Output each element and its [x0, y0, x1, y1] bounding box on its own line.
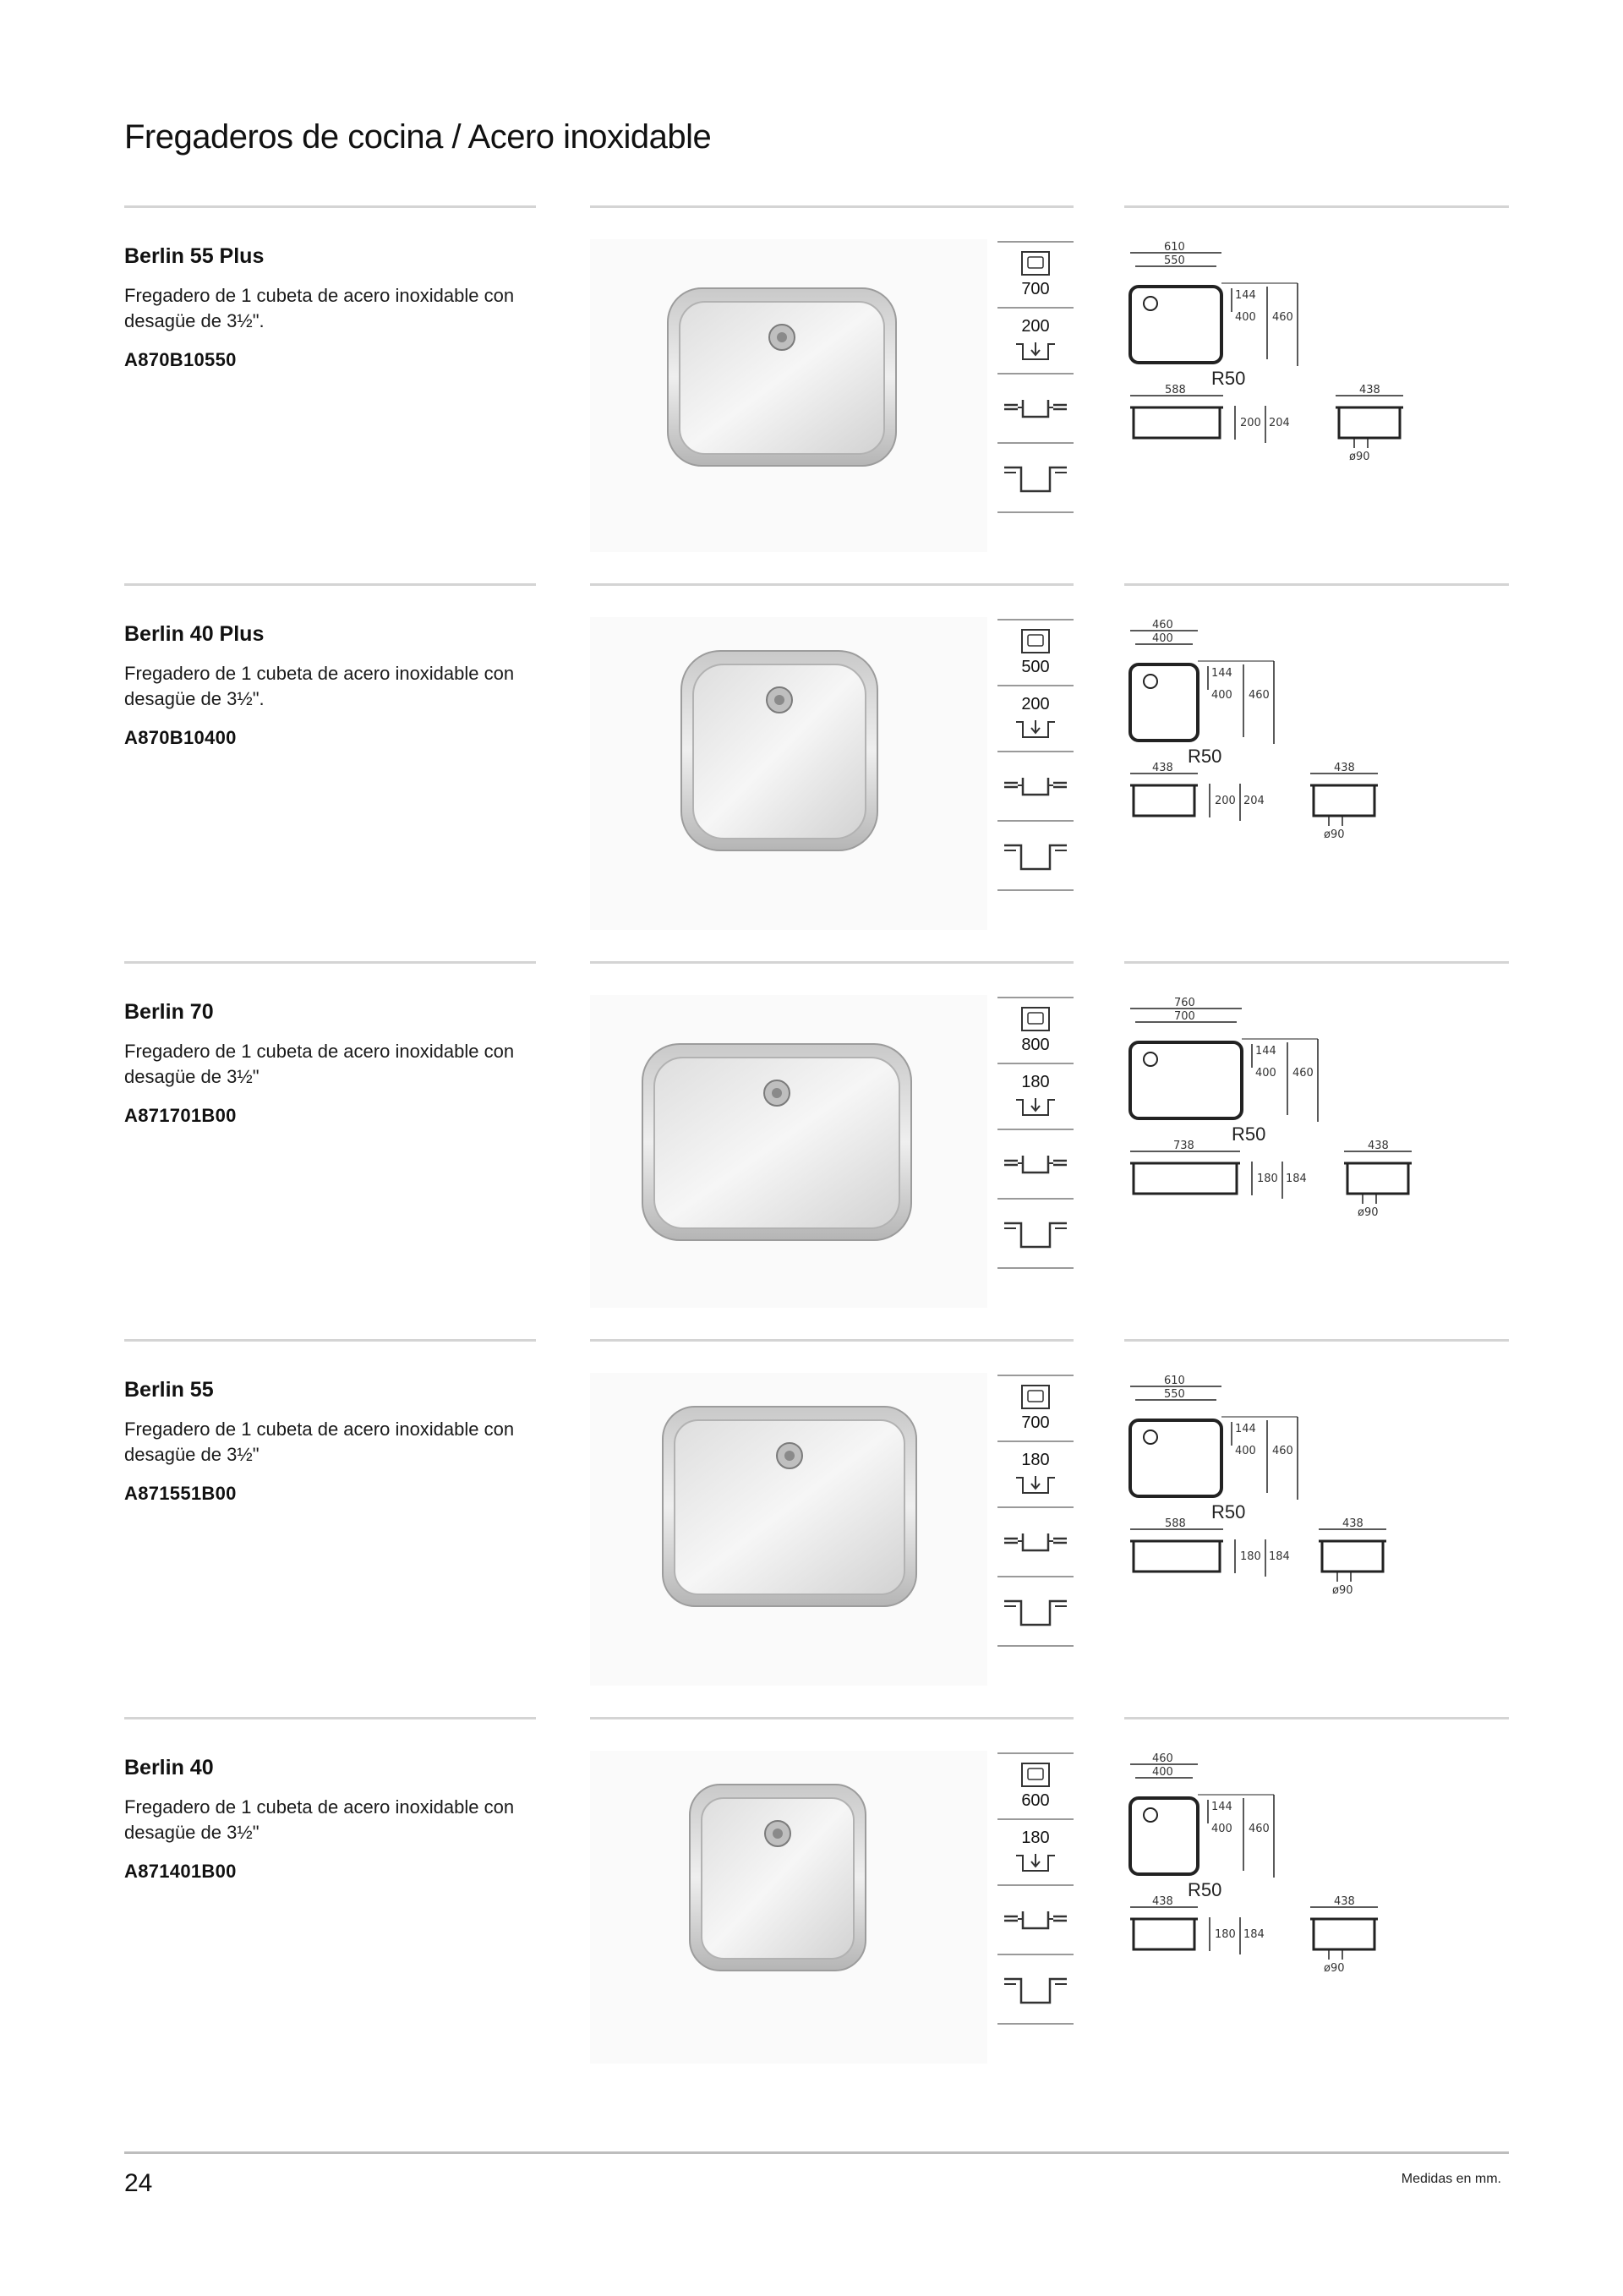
- section-divider: [1124, 205, 1509, 208]
- technical-drawing: [1120, 614, 1458, 867]
- bowl-depth-label: 180: [1021, 1073, 1050, 1091]
- bowl-depth-icon: [997, 715, 1074, 742]
- dim-total-depth: 184: [1243, 1928, 1265, 1941]
- undermount-icon: [997, 1525, 1074, 1559]
- icon-divider: [997, 2023, 1074, 2025]
- product-name: Berlin 55: [124, 1378, 214, 1402]
- end-view-outline: [1344, 1163, 1412, 1194]
- top-view-outline: [1130, 1798, 1198, 1874]
- top-view-outline: [1130, 1420, 1221, 1496]
- drain-center: [774, 695, 784, 705]
- product-name: Berlin 70: [124, 1000, 214, 1024]
- drain-hole-icon: [1144, 1052, 1157, 1066]
- dim-outer-width: 610: [1164, 241, 1185, 254]
- dim-total-depth: 184: [1286, 1173, 1307, 1185]
- dim-drain: ø90: [1324, 1962, 1345, 1975]
- dim-drain: ø90: [1332, 1584, 1353, 1597]
- inset-icon: [997, 1594, 1074, 1630]
- cabinet-width-label: 700: [1021, 280, 1050, 298]
- dim-drain: ø90: [1358, 1206, 1379, 1219]
- drain-center: [773, 1829, 783, 1839]
- dim-outer-width: 460: [1152, 619, 1173, 631]
- icon-divider: [997, 1818, 1074, 1820]
- dim-radius: R50: [1211, 368, 1246, 389]
- bowl-depth-icon: [997, 1093, 1074, 1120]
- product-name: Berlin 40 Plus: [124, 622, 265, 646]
- cabinet-width-label: 700: [1021, 1413, 1050, 1432]
- dim-outer-depth: 460: [1272, 1445, 1293, 1457]
- sink-photo: [590, 1373, 987, 1686]
- product-description: Fregadero de 1 cubeta de acero inoxidable con desagüe de 3½": [124, 1419, 515, 1465]
- cabinet-width-label: 600: [1021, 1791, 1050, 1810]
- drain-pipe: [1329, 1949, 1342, 1960]
- icon-divider: [997, 241, 1074, 243]
- section-divider: [590, 205, 1074, 208]
- dim-side-width: 588: [1165, 1517, 1186, 1530]
- icon-divider: [997, 1884, 1074, 1886]
- dim-inner-width: 550: [1164, 254, 1185, 267]
- section-divider: [590, 1717, 1074, 1719]
- cabinet-width-icon: [997, 627, 1074, 656]
- product-entry: [0, 583, 1623, 964]
- feature-icons: [997, 1373, 1074, 1686]
- dim-hole-offset: 144: [1255, 1045, 1276, 1058]
- sink-photo: [590, 617, 987, 930]
- inset-icon: [997, 839, 1074, 874]
- section-divider: [124, 961, 536, 964]
- dim-inner-width: 400: [1152, 1766, 1173, 1779]
- section-divider: [124, 205, 536, 208]
- icon-divider: [997, 1752, 1074, 1754]
- dim-inner-depth: 400: [1235, 311, 1256, 324]
- feature-icons: [997, 1751, 1074, 2064]
- end-view-outline: [1319, 1541, 1386, 1572]
- undermount-icon: [997, 1147, 1074, 1181]
- dim-end-width: 438: [1334, 1895, 1355, 1908]
- undermount-icon: [997, 769, 1074, 803]
- dim-drain: ø90: [1324, 828, 1345, 841]
- section-divider: [590, 583, 1074, 586]
- product-entry: [0, 1339, 1623, 1719]
- bowl-depth-icon: [997, 1471, 1074, 1498]
- product-entry: [0, 1717, 1623, 2097]
- dim-outer-depth: 460: [1272, 311, 1293, 324]
- section-divider: [1124, 1339, 1509, 1342]
- icon-divider: [997, 1198, 1074, 1200]
- product-code: A871551B00: [124, 1483, 237, 1504]
- dim-outer-width: 610: [1164, 1375, 1185, 1387]
- dim-radius: R50: [1188, 1879, 1222, 1900]
- bowl-depth-label: 180: [1021, 1829, 1050, 1847]
- icon-divider: [997, 442, 1074, 444]
- dim-side-width: 588: [1165, 384, 1186, 396]
- icon-divider: [997, 751, 1074, 752]
- undermount-icon: [997, 391, 1074, 425]
- dim-bowl-depth: 180: [1257, 1173, 1278, 1185]
- undermount-icon: [997, 1903, 1074, 1937]
- drain-hole-icon: [1144, 1808, 1157, 1822]
- product-name: Berlin 40: [124, 1756, 214, 1779]
- product-code: A871701B00: [124, 1105, 237, 1126]
- product-code: A870B10400: [124, 727, 237, 748]
- icon-divider: [997, 685, 1074, 686]
- bowl-depth-icon: [997, 1849, 1074, 1876]
- icon-divider: [997, 820, 1074, 822]
- cabinet-width-label: 500: [1021, 658, 1050, 676]
- side-view-outline: [1130, 1541, 1223, 1572]
- section-divider: [590, 961, 1074, 964]
- drain-pipe: [1329, 816, 1342, 826]
- dim-inner-depth: 400: [1255, 1067, 1276, 1080]
- technical-drawing: [1120, 992, 1458, 1245]
- product-name: Berlin 55 Plus: [124, 244, 265, 268]
- dim-radius: R50: [1232, 1123, 1266, 1145]
- bowl-depth-label: 180: [1021, 1451, 1050, 1469]
- section-divider: [124, 1717, 536, 1719]
- dim-end-width: 438: [1359, 384, 1380, 396]
- section-divider: [124, 1339, 536, 1342]
- dim-total-depth: 184: [1269, 1550, 1290, 1563]
- drain-pipe: [1354, 438, 1368, 448]
- icon-divider: [997, 1954, 1074, 1955]
- footer-divider: [124, 2151, 1509, 2154]
- bowl-depth-icon: [997, 337, 1074, 364]
- feature-icons: [997, 239, 1074, 552]
- inset-icon: [997, 461, 1074, 496]
- product-code: A871401B00: [124, 1861, 237, 1882]
- top-view-outline: [1130, 287, 1221, 363]
- dim-hole-offset: 144: [1211, 667, 1232, 680]
- dim-side-width: 438: [1152, 762, 1173, 774]
- drain-pipe: [1337, 1572, 1351, 1582]
- dim-side-width: 738: [1173, 1140, 1194, 1152]
- drain-center: [772, 1088, 782, 1098]
- bowl-depth-label: 200: [1021, 317, 1050, 336]
- sink-photo: [590, 239, 987, 552]
- product-description: Fregadero de 1 cubeta de acero inoxidable con desagüe de 3½": [124, 1796, 515, 1843]
- icon-divider: [997, 1267, 1074, 1269]
- dim-hole-offset: 144: [1235, 289, 1256, 302]
- icon-divider: [997, 889, 1074, 891]
- icon-divider: [997, 619, 1074, 620]
- inset-icon: [997, 1972, 1074, 2008]
- units-note: Medidas en mm.: [1401, 2172, 1501, 2186]
- dim-side-width: 438: [1152, 1895, 1173, 1908]
- dim-inner-width: 400: [1152, 632, 1173, 645]
- dim-hole-offset: 144: [1211, 1801, 1232, 1813]
- dim-bowl-depth: 180: [1240, 1550, 1261, 1563]
- dim-inner-depth: 400: [1211, 689, 1232, 702]
- side-view-outline: [1130, 1919, 1198, 1949]
- product-description: Fregadero de 1 cubeta de acero inoxidable con desagüe de 3½".: [124, 663, 515, 709]
- product-entry: [0, 961, 1623, 1342]
- sink-photo: [590, 1751, 987, 2064]
- section-divider: [590, 1339, 1074, 1342]
- icon-divider: [997, 373, 1074, 374]
- feature-icons: [997, 995, 1074, 1308]
- dim-radius: R50: [1188, 746, 1222, 767]
- drain-hole-icon: [1144, 675, 1157, 688]
- side-view-outline: [1130, 1163, 1240, 1194]
- dim-inner-width: 550: [1164, 1388, 1185, 1401]
- feature-icons: [997, 617, 1074, 930]
- icon-divider: [997, 997, 1074, 998]
- icon-divider: [997, 307, 1074, 309]
- side-view-outline: [1130, 785, 1198, 816]
- technical-drawing: [1120, 1747, 1458, 2001]
- side-view-outline: [1130, 407, 1223, 438]
- icon-divider: [997, 511, 1074, 513]
- dim-drain: ø90: [1349, 451, 1370, 463]
- drain-pipe: [1363, 1194, 1376, 1204]
- top-view-outline: [1130, 664, 1198, 741]
- page-title: Fregaderos de cocina / Acero inoxidable: [124, 118, 712, 156]
- dim-total-depth: 204: [1269, 417, 1290, 429]
- drain-center: [777, 332, 787, 342]
- dim-outer-width: 460: [1152, 1752, 1173, 1765]
- dim-end-width: 438: [1334, 762, 1355, 774]
- product-description: Fregadero de 1 cubeta de acero inoxidable con desagüe de 3½".: [124, 285, 515, 331]
- dim-hole-offset: 144: [1235, 1423, 1256, 1435]
- end-view-outline: [1310, 785, 1378, 816]
- drain-hole-icon: [1144, 1430, 1157, 1444]
- technical-drawing: [1120, 236, 1458, 489]
- cabinet-width-icon: [997, 1383, 1074, 1412]
- dim-radius: R50: [1211, 1501, 1246, 1522]
- end-view-outline: [1310, 1919, 1378, 1949]
- drain-hole-icon: [1144, 297, 1157, 310]
- cabinet-width-icon: [997, 1761, 1074, 1790]
- dim-outer-depth: 460: [1292, 1067, 1314, 1080]
- bowl-depth-label: 200: [1021, 695, 1050, 713]
- dim-inner-depth: 400: [1211, 1823, 1232, 1835]
- dim-end-width: 438: [1342, 1517, 1363, 1530]
- drain-center: [784, 1451, 795, 1461]
- dim-outer-width: 760: [1174, 997, 1195, 1009]
- icon-divider: [997, 1645, 1074, 1647]
- dim-bowl-depth: 180: [1215, 1928, 1236, 1941]
- dim-bowl-depth: 200: [1215, 795, 1236, 807]
- dim-end-width: 438: [1368, 1140, 1389, 1152]
- cabinet-width-label: 800: [1021, 1036, 1050, 1054]
- dim-bowl-depth: 200: [1240, 417, 1261, 429]
- section-divider: [1124, 1717, 1509, 1719]
- end-view-outline: [1336, 407, 1403, 438]
- sink-photo: [590, 995, 987, 1308]
- cabinet-width-icon: [997, 249, 1074, 278]
- section-divider: [1124, 961, 1509, 964]
- dim-total-depth: 204: [1243, 795, 1265, 807]
- icon-divider: [997, 1129, 1074, 1130]
- dim-outer-depth: 460: [1249, 689, 1270, 702]
- icon-divider: [997, 1063, 1074, 1064]
- product-entry: [0, 205, 1623, 586]
- cabinet-width-icon: [997, 1005, 1074, 1034]
- page-number: 24: [124, 2169, 153, 2197]
- product-description: Fregadero de 1 cubeta de acero inoxidable con desagüe de 3½": [124, 1041, 515, 1087]
- technical-drawing: [1120, 1369, 1458, 1623]
- icon-divider: [997, 1375, 1074, 1376]
- product-code: A870B10550: [124, 349, 237, 370]
- section-divider: [124, 583, 536, 586]
- section-divider: [1124, 583, 1509, 586]
- dim-inner-width: 700: [1174, 1010, 1195, 1023]
- inset-icon: [997, 1216, 1074, 1252]
- icon-divider: [997, 1576, 1074, 1577]
- dim-outer-depth: 460: [1249, 1823, 1270, 1835]
- dim-inner-depth: 400: [1235, 1445, 1256, 1457]
- icon-divider: [997, 1440, 1074, 1442]
- icon-divider: [997, 1506, 1074, 1508]
